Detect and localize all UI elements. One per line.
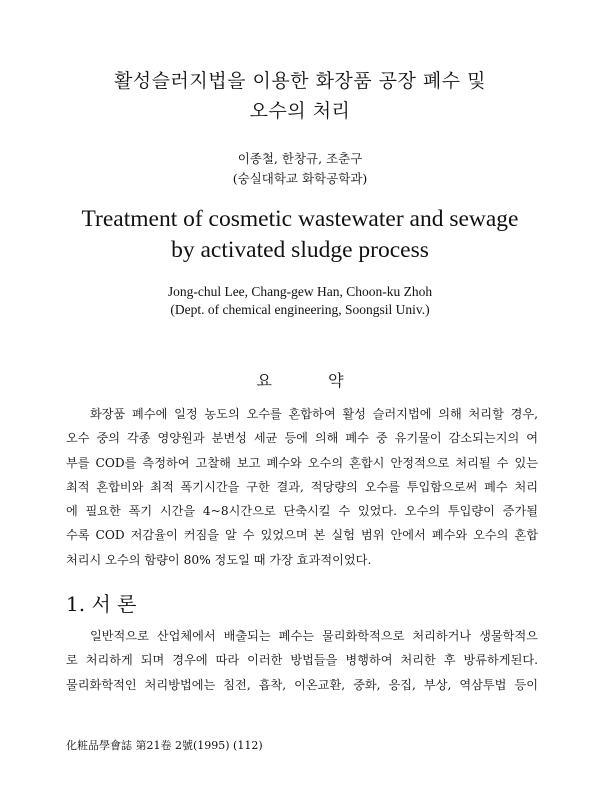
section-heading <box>66 588 136 617</box>
abstract-line: 에 필요한 폭기 시간을 4~8시간으로 단축시킬 수 있었다. 오수의 투입량이 증가될 <box>66 504 538 519</box>
english-title-line-2: by activated sludge process <box>171 237 429 263</box>
korean-title-line-1: 활성슬러지법을 이용한 화장품 공장 폐수 및 <box>113 70 487 92</box>
intro-line: 물리화학적인 처리방법에는 침전, 흡착, 이온교환, 중화, 응집, 부상, 역삼투법 등이 <box>66 677 538 692</box>
abstract-line: 최적 혼합비와 최적 폭기시간을 구한 결과, 적당량의 오수를 투입함으로써 폐수 처리 <box>66 479 538 494</box>
section-title: 서 론 <box>91 592 137 616</box>
korean-affiliation: (숭실대학교 화학공학과) <box>232 171 368 186</box>
journal-footer: 化粧品學會誌 第21卷 2號(1995) (112) <box>66 739 263 752</box>
intro-line: 일반적으로 산업체에서 배출되는 폐수는 물리화학적으로 처리하거나 생물학적으 <box>90 629 538 643</box>
english-authors: Jong-chul Lee, Chang-gew Han, Choon-ku Zhoh <box>167 284 433 299</box>
abstract-heading <box>0 368 600 391</box>
abstract-heading-char-2: 약 <box>328 371 344 390</box>
english-title-line-1: Treatment of cosmetic wastewater and sewage <box>81 206 519 232</box>
korean-authors: 이종철, 한창규, 조춘구 <box>237 151 363 166</box>
abstract-line: 오수 중의 각종 영양원과 분변성 세균 등에 의해 폐수 중 유기물이 감소되는지의 여 <box>66 431 538 446</box>
abstract-line: 수록 COD 저감율이 커짐을 알 수 있었으며 본 실험 범위 안에서 폐수와 오수의 혼합 <box>66 528 538 543</box>
english-affiliation: (Dept. of chemical engineering, Soongsil Univ.) <box>170 302 430 317</box>
abstract-line: 부를 COD를 측정하여 고찰해 보고 폐수와 오수의 혼합시 안정적으로 처리될 수 있는 <box>66 455 538 470</box>
intro-body <box>66 624 538 697</box>
abstract-body <box>66 402 538 572</box>
abstract-line: 처리시 오수의 함량이 80% 정도일 때 가장 효과적이었다. <box>66 552 372 567</box>
abstract-heading-char-1: 요 <box>256 371 272 390</box>
korean-title-line-2: 오수의 처리 <box>249 100 351 122</box>
section-number: 1. <box>66 592 86 616</box>
intro-line: 로 처리하게 되며 경우에 따라 이러한 방법들을 병행하여 처리한 후 방류하게된다. <box>66 653 538 668</box>
abstract-line: 화장품 폐수에 일정 농도의 오수를 혼합하여 활성 슬러지법에 의해 처리할 경우, <box>90 407 538 421</box>
